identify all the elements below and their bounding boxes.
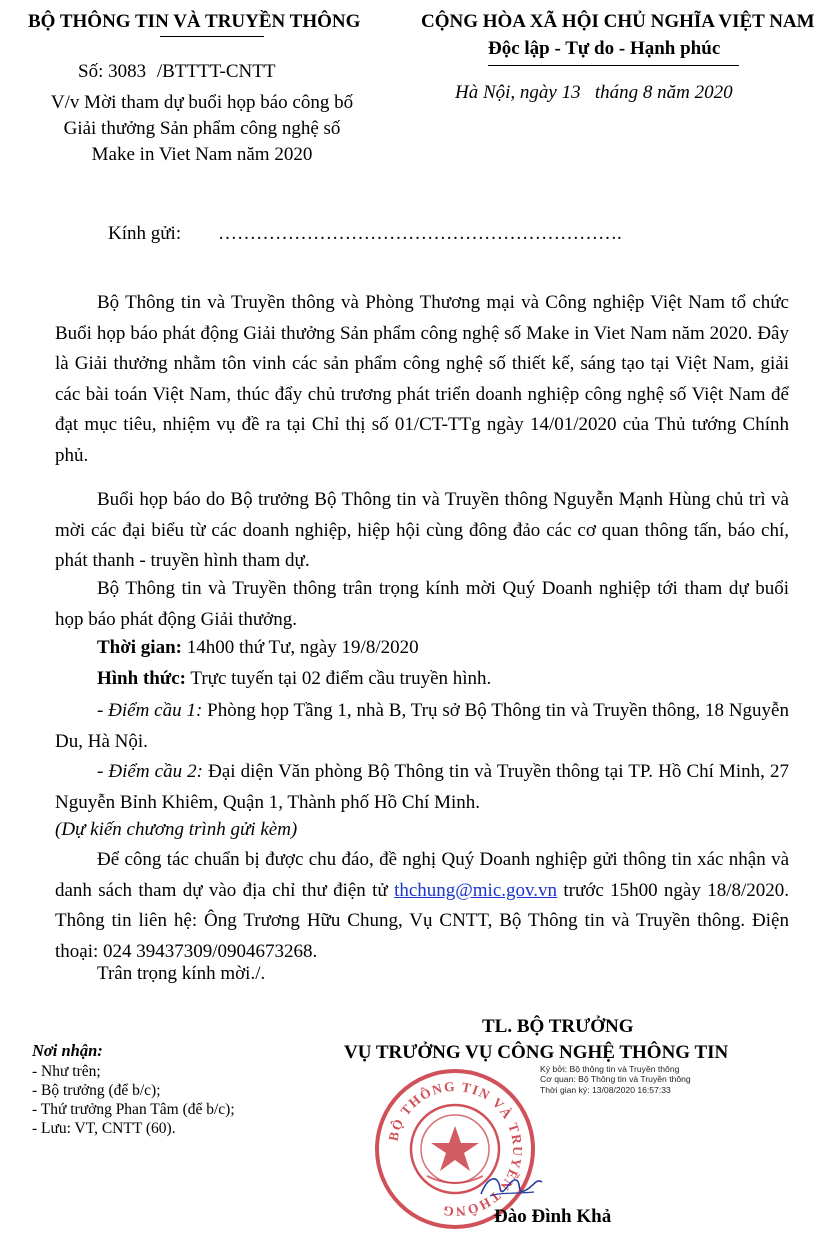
format-label: Hình thức: [97,668,186,689]
point2-label: - Điểm cầu 2: [97,761,204,782]
doc-code: /BTTTT-CNTT [156,61,276,82]
doc-number-label: Số: [78,61,104,82]
ministry-underline [160,36,264,37]
recipient-item: - Bộ trưởng (để b/c); [32,1082,161,1099]
digital-signature-info [540,1064,691,1095]
republic-name: CỘNG HÒA XÃ HỘI CHỦ NGHĨA VIỆT NAM [421,11,815,32]
recipient-item: - Thứ trưởng Phan Tâm (để b/c); [32,1101,235,1118]
place-date: Hà Nội, ngày 13 tháng 8 năm 2020 [455,82,733,103]
paragraph-chair: Buổi họp báo do Bộ trưởng Bộ Thông tin và Truyền thông Nguyễn Mạnh Hùng chủ trì và mời các đại biểu từ các doanh nghiệp, hiệp hội cùng đông đảo các cơ quan thông tấn, báo chí, phát thanh - truyền hình tham dự. [55,489,789,572]
signature-authority: TL. BỘ TRƯỞNG [482,1016,634,1037]
format-value: Trực tuyến tại 02 điểm cầu truyền hình. [186,668,492,689]
venue-point-1 [55,696,789,757]
paragraph-invitation: Bộ Thông tin và Truyền thông trân trọng kính mời Quý Doanh nghiệp tới tham dự buổi họp báo phát động Giải thưởng. [55,578,789,630]
venue-point-2 [55,757,789,818]
recipient-label: Kính gửi: [108,223,182,244]
handwritten-signature-icon [476,1166,546,1206]
point1-label: - Điểm cầu 1: [97,700,203,721]
subject-line: Make in Viet Nam năm 2020 [91,144,313,165]
seal-text: BỘ THÔNG TIN VÀ TRUYỀN THÔNG [385,1078,526,1220]
program-note: (Dự kiến chương trình gửi kèm) [55,819,298,840]
point2-value: Đại diện Văn phòng Bộ Thông tin và Truyền thông tại TP. Hồ Chí Minh, 27 Nguyễn Bỉnh Khiêm, Quận 1, Thành phố Hồ Chí Minh. [55,761,789,813]
closing-line: Trân trọng kính mời./. [97,963,266,984]
signer-name: Đào Đình Khả [494,1206,612,1227]
recipients-list [32,1041,235,1138]
recipients-title: Nơi nhận: [32,1041,103,1060]
contact-text-before: Để công tác chuẩn bị được chu đáo, đề nghị Quý Doanh nghiệp gửi thông tin xác nhận và danh sách tham dự vào địa chỉ thư điện tử [55,849,789,901]
format-line [55,664,789,695]
agency-line: Cơ quan: Bộ Thông tin và Truyền thông [540,1074,691,1085]
motto-underline [488,65,739,66]
national-motto: Độc lập - Tự do - Hạnh phúc [488,38,721,59]
point1-value: Phòng họp Tầng 1, nhà B, Trụ sở Bộ Thông tin và Truyền thông, 18 Nguyễn Du, Hà Nội. [55,700,789,752]
time-line [55,633,789,664]
paragraph-contact [55,845,789,967]
signature-position: VỤ TRƯỞNG VỤ CÔNG NGHỆ THÔNG TIN [344,1042,729,1063]
paragraph-intro: Bộ Thông tin và Truyền thông và Phòng Thương mại và Công nghiệp Việt Nam tổ chức Buổi họp báo phát động Giải thưởng Sản phẩm công nghệ số Make in Viet Nam năm 2020. Đây là Giải thưởng nhằm tôn vinh các sản phẩm công nghệ số thiết kế, sáng tạo tại Việt Nam, giải các bài toán Việt Nam, thúc đẩy chủ trương phát triển doanh nghiệp công nghệ số Việt Nam để đạt mục tiêu, nhiệm vụ đề ra tại Chỉ thị số 01/CT-TTg ngày 14/01/2020 của Thủ tướng Chính phủ. [55,292,789,466]
document-number [78,61,275,83]
recipient-dots: ………………………………………………………. [218,223,622,244]
doc-number: 3083 [108,61,147,82]
time-label: Thời gian: [97,637,182,658]
sign-time-line: Thời gian ký: 13/08/2020 16:57:33 [540,1084,671,1095]
contact-text-after: trước 15h00 ngày 18/8/2020. Thông tin liên hệ: Ông Trương Hữu Chung, Vụ CNTT, Bộ Thông tin và Truyền thông. Điện thoại: 024 39437309/0904673268. [55,879,789,962]
time-value: 14h00 thứ Tư, ngày 19/8/2020 [181,637,419,658]
signer-line: Ký bởi: Bộ thông tin và Truyền thông [540,1064,680,1074]
recipient-item: - Lưu: VT, CNTT (60). [32,1120,176,1137]
contact-email-link[interactable]: thchung@mic.gov.vn [394,879,558,901]
subject-line: Giải thưởng Sản phẩm công nghệ số [63,118,341,139]
recipient-item: - Như trên; [32,1063,101,1080]
ministry-name: BỘ THÔNG TIN VÀ TRUYỀN THÔNG [28,11,361,32]
subject-line: V/v Mời tham dự buổi họp báo công bố [50,92,354,113]
document-subject [28,90,376,168]
